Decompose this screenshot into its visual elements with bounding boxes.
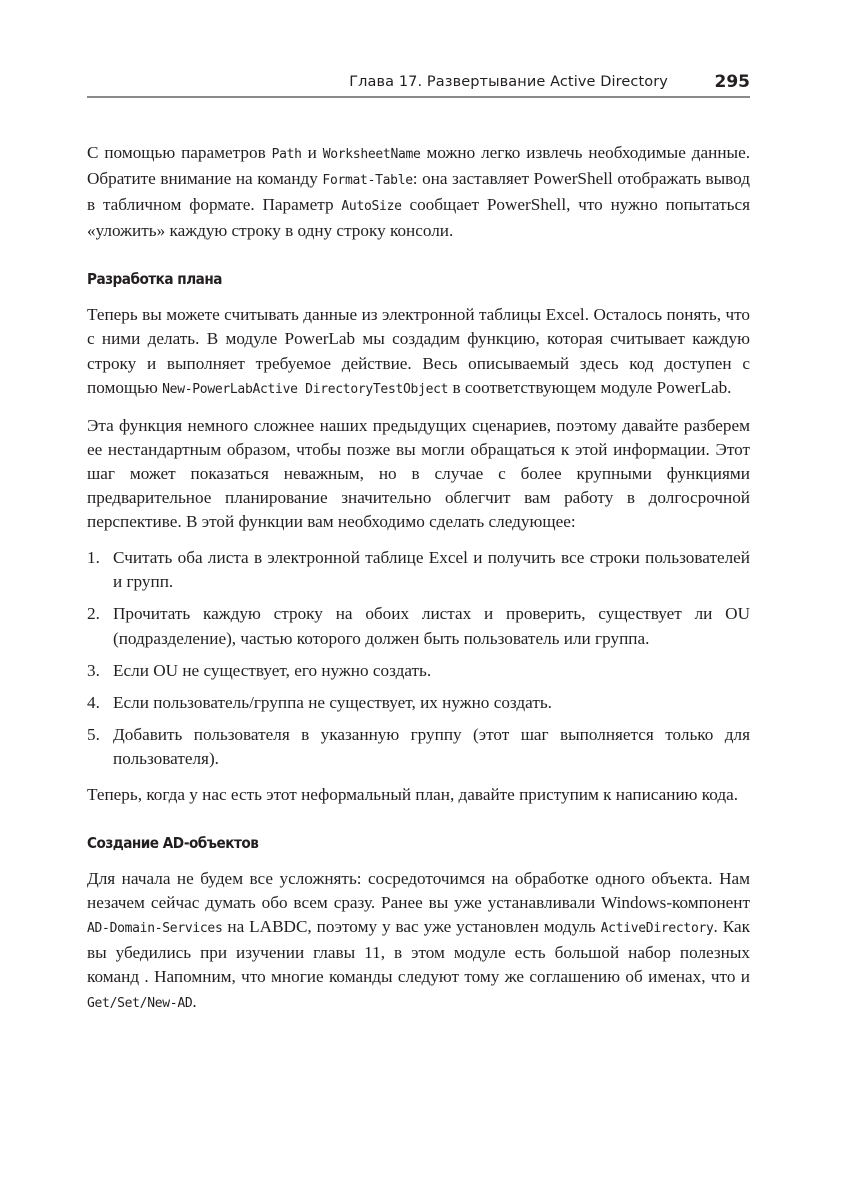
heading-create-ad-objects: Создание AD-объектов [87,834,259,853]
text-run: . [192,991,197,1011]
list-item [87,659,750,683]
list-item [87,691,750,715]
page-content [87,141,750,1028]
text-run: Теперь, когда у нас есть этот неформальный план, давайте приступим к написанию кода. [87,784,739,804]
text-run: . Как вы убедились при изучении главы 11, в этом модуле есть большой набор полезных команд . Напомним, что многие команды следуют тому же соглашению об именах, что и [87,917,750,987]
text-run: и [301,143,323,162]
list-number: 1. [87,548,100,568]
paragraph-read-excel [87,303,750,401]
text-run: Теперь вы можете считывать данные из электронной таблицы Excel. Осталось понять, что с ними делать. В модуле PowerLab мы создадим функцию, которая считывает каждую строку и выполняет требуемое действие. Весь описываемый здесь код доступен с помощью [87,305,750,397]
running-header [87,72,750,98]
list-number: 5. [87,724,100,744]
list-number: 3. [87,660,100,680]
paragraph-function-planning [87,414,750,534]
inline-code: Path [271,147,302,162]
list-text: Если пользователь/группа не существует, их нужно создать. [113,692,552,712]
text-run: Для начала не будем все усложнять: сосредоточимся на обработке одного объекта. Нам незачем сейчас думать обо всем сразу. Ранее вы уже устанавливали Windows-компонент [87,869,750,913]
inline-code: ActiveDirectory [600,921,714,937]
list-number: 4. [87,692,100,712]
steps-list [87,546,750,771]
page-number: 295 [714,72,750,92]
inline-code: Format-Table [322,173,413,189]
inline-code: AD-Domain-Services [87,921,223,937]
paragraph-informal-plan [87,783,750,807]
list-item [87,602,750,650]
text-run: сообщает PowerShell, что нужно попытаться «уложить» каждую строку в одну строку консоли. [87,195,750,241]
inline-code: WorksheetName [322,147,421,162]
paragraph-format-table [87,141,750,243]
heading-plan: Разработка плана [87,270,222,289]
list-text: Если OU не существует, его нужно создать. [113,660,432,680]
text-run: на LABDC, поэтому у вас уже установлен модуль [222,917,601,937]
list-number: 2. [87,604,100,624]
paragraph-ad-module [87,867,750,1016]
text-run: в соответствующем модуле PowerLab. [448,377,732,397]
inline-code: Get/Set/New-AD [87,995,193,1011]
list-text: Прочитать каждую строку на обоих листах и проверить, существует ли OU (подразделение), частью которого должен быть пользователь или группа. [113,604,750,648]
list-text: Считать оба листа в электронной таблице Excel и получить все строки пользователей и групп. [113,548,750,592]
list-text: Добавить пользователя в указанную группу (этот шаг выполняется только для пользователя). [113,724,750,768]
text-run: Эта функция немного сложнее наших предыдущих сценариев, поэтому давайте разберем ее нестандартным образом, чтобы позже вы могли обращаться к этой информации. Этот шаг может показаться неважным, но в случае с более крупными функциями предварительное планирование значительно облегчит вам работу в долгосрочной перспективе. В этой функции вам необходимо сделать следующее: [87,415,750,532]
chapter-title: Глава 17. Развертывание Active Directory [349,74,668,90]
inline-code: New-PowerLabActive DirectoryTestObject [162,381,449,397]
list-item [87,723,750,771]
text-run: : она заставляет PowerShell отображать вывод в табличном формате. Параметр [87,169,750,215]
text-run: С помощью параметров [87,143,272,162]
list-item [87,546,750,594]
text-run: можно легко извлечь необходимые данные. Обратите внимание на команду [87,143,751,189]
inline-code: AutoSize [341,199,402,215]
